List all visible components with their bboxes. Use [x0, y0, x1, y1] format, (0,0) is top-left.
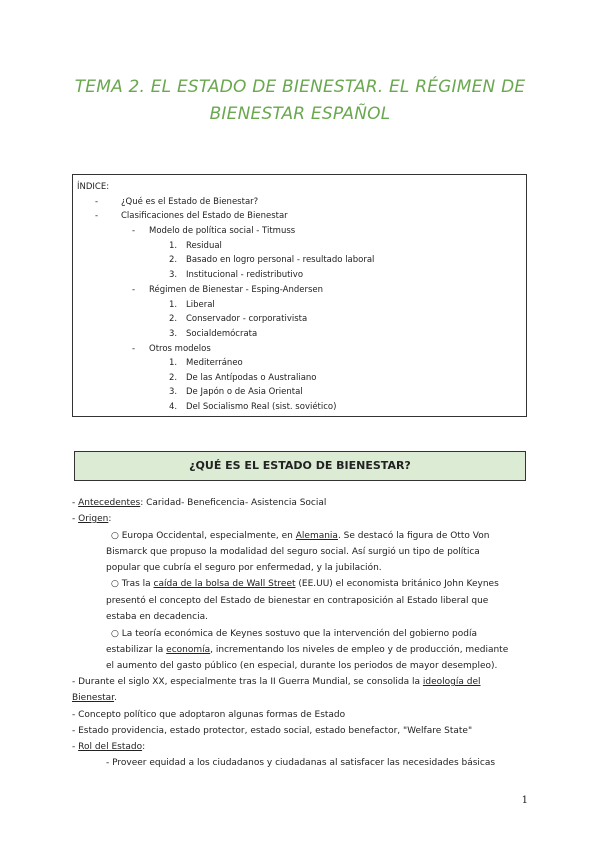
toc-subitem: Residual: [186, 241, 222, 251]
underlined-term: Alemania: [295, 531, 338, 541]
underlined-term: Rol del Estado: [78, 742, 143, 752]
body-line-origen: [72, 513, 111, 526]
toc-num: 3.: [169, 387, 178, 397]
underlined-term: Antecedentes: [78, 498, 141, 508]
underlined-term: Bienestar: [72, 693, 115, 703]
text: (EE.UU) el economista británico John Keynes: [295, 579, 499, 589]
toc-num: 2.: [169, 314, 178, 324]
table-of-contents: [72, 174, 527, 417]
text: ○ Tras la: [111, 579, 154, 589]
toc-sub-otros-modelos: Otros modelos: [149, 344, 211, 354]
toc-num: 2.: [169, 373, 178, 383]
body-line: - Concepto político que adoptaron algunas formas de Estado: [72, 710, 346, 720]
toc-num: 3.: [169, 329, 178, 339]
toc-subitem: Del Socialismo Real (sist. soviético): [186, 402, 337, 412]
text: .: [114, 693, 117, 703]
text: estabilizar la: [106, 645, 167, 655]
page-number: 1: [521, 795, 528, 806]
toc-item-que-es: ¿Qué es el Estado de Bienestar?: [121, 197, 259, 207]
toc-subitem: Institucional - redistributivo: [186, 270, 304, 280]
title-line-1: TEMA 2. EL ESTADO DE BIENESTAR. EL RÉGIMEN DE: [74, 77, 526, 97]
text: - Durante el siglo XX, especialmente tras la II Guerra Mundial, se consolida la: [72, 677, 423, 687]
toc-num: 2.: [169, 255, 178, 265]
toc-subitem: De Japón o de Asia Oriental: [186, 387, 303, 397]
text: -: [72, 742, 79, 752]
toc-subitem: Socialdemócrata: [186, 329, 258, 339]
toc-subitem: Mediterráneo: [186, 358, 243, 368]
toc-subitem: Conservador - corporativista: [186, 314, 308, 324]
body-line-rol-estado: [72, 741, 145, 754]
toc-subitem: Liberal: [186, 300, 215, 310]
body-line-europa: [111, 530, 489, 543]
body-line-bienestar: [72, 692, 117, 705]
text: . Se destacó la figura de Otto Von: [337, 531, 490, 541]
toc-sub-titmuss: Modelo de política social - Titmuss: [149, 226, 296, 236]
underlined-term: Origen: [78, 514, 109, 524]
toc-dash: -: [132, 285, 136, 295]
toc-num: 1.: [169, 300, 178, 310]
toc-subitem: De las Antípodas o Australiano: [186, 373, 317, 383]
text: : Caridad- Beneficencia- Asistencia Social: [140, 498, 327, 508]
body-line: presentó el concepto del Estado de bienestar en contraposición al Estado liberal que: [106, 596, 489, 606]
underlined-term: economía: [166, 645, 211, 655]
body-line: popular que cubría el seguro por enfermedad, y la jubilación.: [106, 563, 382, 573]
toc-num: 1.: [169, 358, 178, 368]
section-heading-banner: ¿QUÉ ES EL ESTADO DE BIENESTAR?: [74, 451, 526, 481]
text: -: [72, 514, 79, 524]
toc-dash: -: [95, 197, 99, 207]
text: , incrementando los niveles de empleo y de producción, mediante: [210, 645, 509, 655]
toc-num: 1.: [169, 241, 178, 251]
toc-num: 4.: [169, 402, 178, 412]
toc-subitem: Basado en logro personal - resultado laboral: [186, 255, 375, 265]
body-line: estaba en decadencia.: [106, 612, 208, 622]
underlined-term: ideología del: [422, 677, 481, 687]
text: ○ Europa Occidental, especialmente, en: [111, 531, 296, 541]
toc-heading: ÍNDICE:: [77, 182, 110, 192]
text: :: [142, 742, 146, 752]
body-line: - Proveer equidad a los ciudadanos y ciudadanas al satisfacer las necesidades básicas: [106, 758, 496, 768]
page-title: [60, 74, 540, 128]
body-line-siglo-xx: [72, 676, 481, 689]
title-line-2: BIENESTAR ESPAÑOL: [209, 104, 391, 124]
toc-dash: -: [95, 211, 99, 221]
underlined-term: caída de la bolsa de Wall Street: [153, 579, 296, 589]
toc-sub-esping-andersen: Régimen de Bienestar - Esping-Andersen: [149, 285, 323, 295]
text: :: [108, 514, 112, 524]
toc-item-clasificaciones: Clasificaciones del Estado de Bienestar: [121, 211, 288, 221]
text: -: [72, 498, 79, 508]
body-line: ○ La teoría económica de Keynes sostuvo que la intervención del gobierno podía: [111, 629, 477, 639]
toc-dash: -: [132, 226, 136, 236]
toc-num: 3.: [169, 270, 178, 280]
body-line-wall-street: [111, 578, 499, 591]
body-line-economia: [106, 644, 508, 657]
body-line-antecedentes: [72, 497, 326, 510]
body-line: el aumento del gasto público (en especial, durante los periodos de mayor desempleo).: [106, 661, 498, 671]
body-line: - Estado providencia, estado protector, estado social, estado benefactor, "Welfare State": [72, 726, 473, 736]
toc-dash: -: [132, 344, 136, 354]
body-line: Bismarck que propuso la modalidad del seguro social. Así surgió un tipo de política: [106, 547, 480, 557]
